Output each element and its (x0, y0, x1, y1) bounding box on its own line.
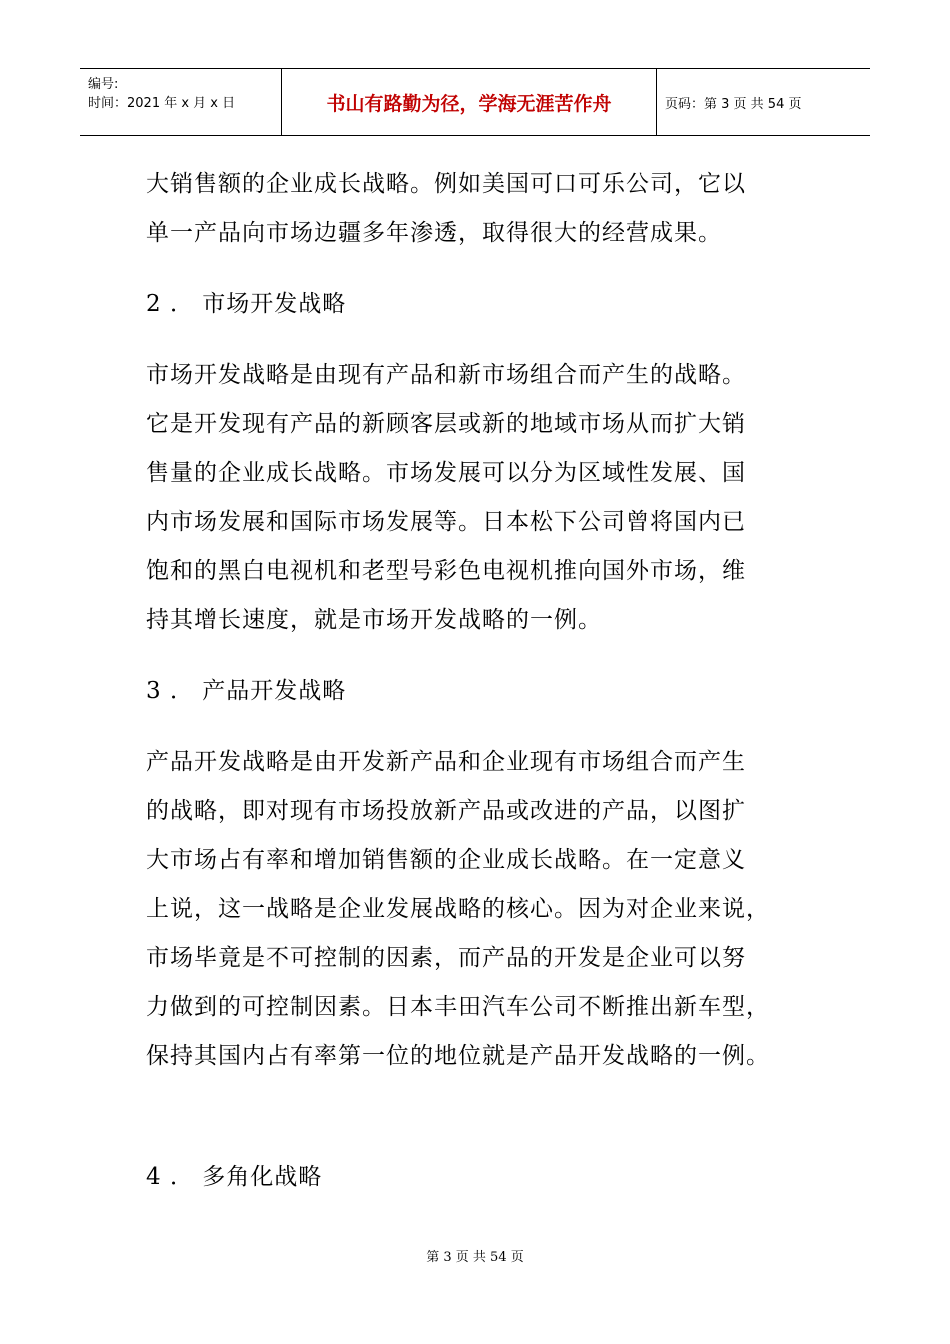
body-line: 它是开发现有产品的新顾客层或新的地域市场从而扩大销 (146, 411, 746, 437)
header-page-number: 页码：第 3 页 共 54 页 (665, 96, 802, 112)
body-line: 上说，这一战略是企业发展战略的核心。因为对企业来说， (146, 896, 770, 922)
body-line: 大市场占有率和增加销售额的企业成长战略。在一定意义 (146, 847, 746, 873)
section-heading-3: 3 ． 产品开发战略 (146, 678, 347, 704)
body-line: 持其增长速度，就是市场开发战略的一例。 (146, 607, 602, 633)
section-heading-2: 2 ． 市场开发战略 (146, 291, 347, 317)
body-line: 的战略，即对现有市场投放新产品或改进的产品，以图扩 (146, 798, 746, 824)
document-date: 时间：2021 年 x 月 x 日 (88, 96, 236, 111)
body-line: 力做到的可控制因素。日本丰田汽车公司不断推出新车型， (146, 994, 770, 1020)
body-line: 大销售额的企业成长战略。例如美国可口可乐公司，它以 (146, 171, 746, 197)
document-body (146, 160, 796, 1202)
document-number-label: 编号: (88, 77, 119, 92)
body-line: 售量的企业成长战略。市场发展可以分为区域性发展、国 (146, 460, 746, 486)
page-footer: 第 3 页 共 54 页 (426, 1250, 524, 1265)
page-header (80, 68, 870, 136)
header-motto: 书山有路勤为径，学海无涯苦作舟 (281, 69, 657, 135)
body-line: 市场开发战略是由现有产品和新市场组合而产生的战略。 (146, 362, 746, 388)
body-line: 内市场发展和国际市场发展等。日本松下公司曾将国内已 (146, 509, 746, 535)
body-line: 市场毕竟是不可控制的因素，而产品的开发是企业可以努 (146, 945, 746, 971)
body-line: 单一产品向市场边疆多年渗透，取得很大的经营成果。 (146, 220, 722, 246)
body-line: 产品开发战略是由开发新产品和企业现有市场组合而产生 (146, 749, 746, 775)
body-line: 饱和的黑白电视机和老型号彩色电视机推向国外市场，维 (146, 558, 746, 584)
body-line: 保持其国内占有率第一位的地位就是产品开发战略的一例。 (146, 1043, 770, 1069)
section-heading-4: 4 ． 多角化战略 (146, 1164, 323, 1190)
header-meta (80, 69, 281, 135)
